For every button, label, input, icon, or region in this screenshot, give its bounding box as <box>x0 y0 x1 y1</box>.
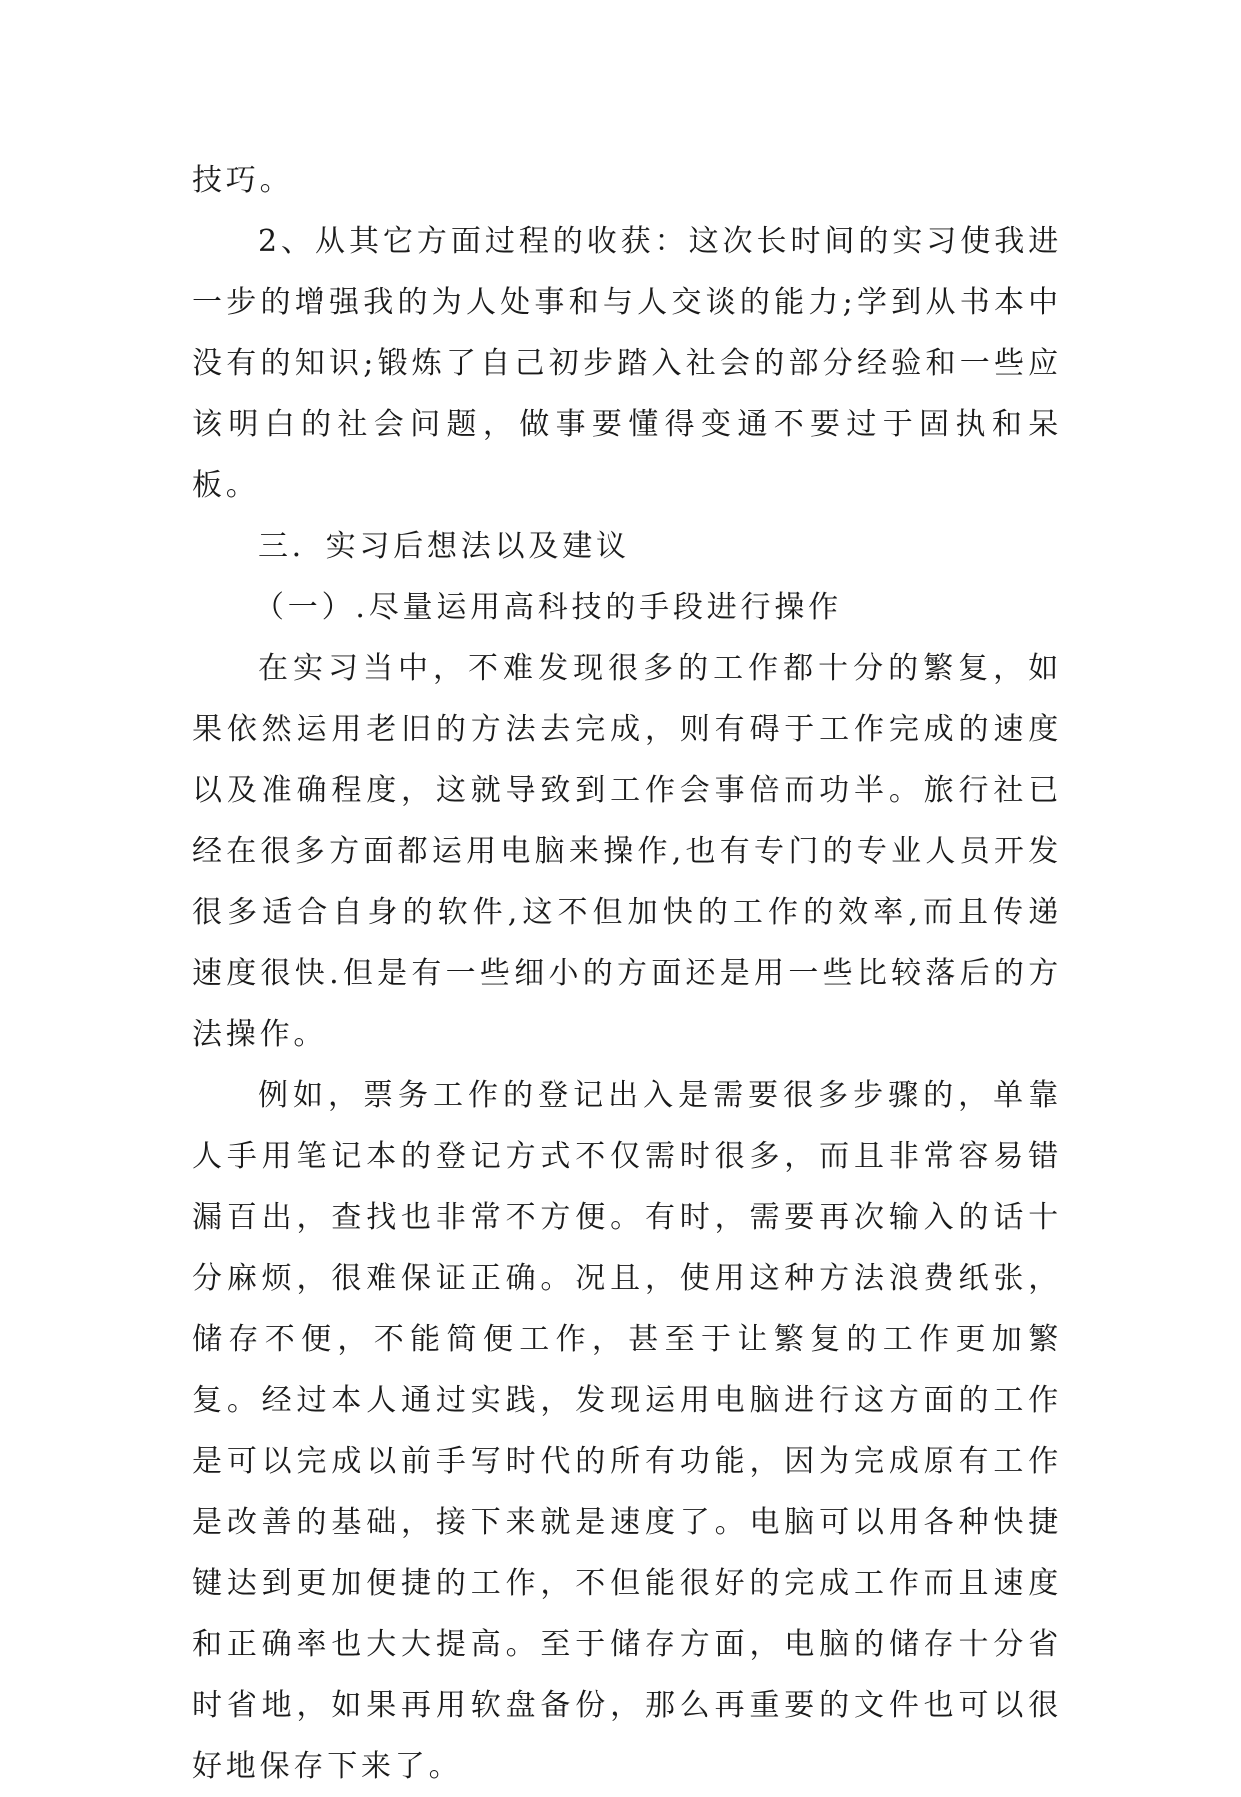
paragraph-continuation: 技巧。 <box>192 163 294 198</box>
subsection-heading: （一）.尽量运用高科技的手段进行操作 <box>254 590 842 625</box>
document-body <box>192 150 1062 1797</box>
paragraph-ticketing-example: 例如，票务工作的登记出入是需要很多步骤的，单靠人手用笔记本的登记方式不仅需时很多，而且非常容易错漏百出，查找也非常不方便。有时，需要再次输入的话十分麻烦，很难保证正确。况且，使用这种方法浪费纸张，储存不便，不能简便工作，甚至于让繁复的工作更加繁复。经过本人通过实践，发现运用电脑进行这方面的工作是可以完成以前手写时代的所有功能，因为完成原有工作是改善的基础，接下来就是速度了。电脑可以用各种快捷键达到更加便捷的工作，不但能很好的完成工作而且速度和正确率也大大提高。至于储存方面，电脑的储存十分省时省地，如果再用软盘备份，那么再重要的文件也可以很好地保存下来了。 <box>192 1078 1062 1784</box>
paragraph-other-gains: 2、从其它方面过程的收获：这次长时间的实习使我进一步的增强我的为人处事和与人交谈的能力;学到从书本中没有的知识;锻炼了自己初步踏入社会的部分经验和一些应该明白的社会问题，做事要懂得变通不要过于固执和呆板。 <box>192 224 1062 503</box>
paragraph-internship-observation: 在实习当中，不难发现很多的工作都十分的繁复，如果依然运用老旧的方法去完成，则有碍于工作完成的速度以及准确程度，这就导致到工作会事倍而功半。旅行社已经在很多方面都运用电脑来操作,也有专门的专业人员开发很多适合自身的软件,这不但加快的工作的效率,而且传递速度很快.但是有一些细小的方面还是用一些比较落后的方法操作。 <box>192 651 1062 1052</box>
section-heading: 三．实习后想法以及建议 <box>258 529 630 564</box>
